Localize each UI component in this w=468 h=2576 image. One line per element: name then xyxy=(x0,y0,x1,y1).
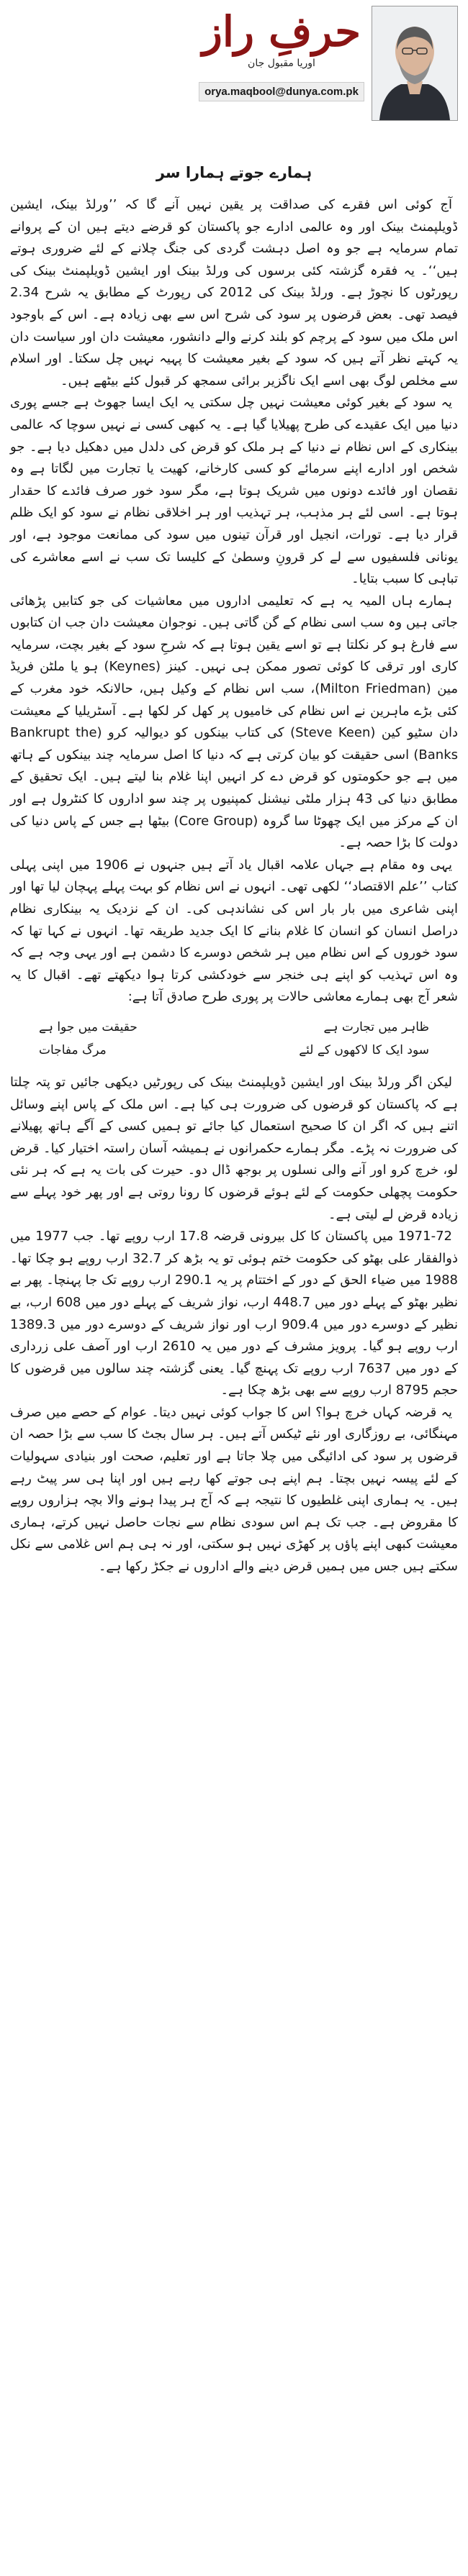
column-logo: حرفِ راز xyxy=(202,7,361,56)
poetry-couplet xyxy=(39,1016,429,1062)
article-headline: ہمارے جوتے ہمارا سر xyxy=(156,164,312,181)
article-paragraph: یہ سود کے بغیر کوئی معیشت نہیں چل سکتی یہ ایک ایسا جھوٹ ہے جسے پوری دنیا میں ایک عقیدے کی طرح پھیلایا گیا ہے۔ یہ کبھی کسی نے نہیں سوچا کہ عالمی بینکاری کے اس نظام نے دنیا کے ہر ملک کو قرض کی دلدل میں دھکیل دیا ہے۔ جو شخص اور ادارے اپنے سرمائے کو کسی کارخانے، کھیت یا تجارت میں لگاتا ہے وہ نقصان اور فائدے دونوں میں شریک ہوتا ہے، مگر سود خور صرف فائدے کا حقدار ہوتا ہے۔ اسی لئے ہر مذہب، ہر تہذیب اور ہر اخلاقی نظام نے سود کو ایک ظلم قرار دیا ہے۔ تورات، انجیل اور قرآن تینوں میں سود کی ممانعت موجود ہے، اور یونانی فلسفیوں سے لے کر قرونِ وسطیٰ کے کلیسا تک سب نے اسے معاشرے کی تباہی کا سبب بتایا۔ xyxy=(10,395,458,587)
verse-half: سود ایک کا لاکھوں کے لئے xyxy=(299,1042,429,1057)
verse-half: ظاہر میں تجارت ہے xyxy=(323,1019,429,1034)
article-paragraph: لیکن اگر ورلڈ بینک اور ایشین ڈویلپمنٹ بینک کی رپورٹیں دیکھی جائیں تو پتہ چلتا ہے کہ پاکستان کو قرضوں کی ضرورت ہی کیا ہے۔ اس ملک کے پاس اپنے وسائل اتنے ہیں کہ اگر ان کا صحیح استعمال کیا جائے تو ہمیں کسی کے آگے ہاتھ پھیلانے کی ضرورت نہ پڑے۔ مگر ہمارے حکمرانوں نے ہمیشہ آسان راستہ اختیار کیا۔ قرض لو، خرچ کرو اور آنے والی نسلوں پر بوجھ ڈال دو۔ حیرت کی بات یہ ہے کہ ہر نئی حکومت پچھلی حکومت کے لئے ہوئے قرضوں کا رونا روتی ہے اور پھر خود پہلے سے زیادہ قرض لے لیتی ہے۔ xyxy=(10,1074,458,1222)
portrait-image xyxy=(372,6,457,120)
author-portrait xyxy=(372,6,458,121)
author-email[interactable]: orya.maqbool@dunya.com.pk xyxy=(199,82,364,101)
article-body xyxy=(10,194,458,1009)
verse-line xyxy=(39,1039,429,1062)
article-paragraph: آج کوئی اس فقرے کی صداقت پر یقین نہیں آنے گا کہ ’’ورلڈ بینک، ایشین ڈویلپمنٹ بینک اور وہ عالمی ادارے جو پاکستان کو قرضے دیتے ہیں ان کے پروانے تمام سرمایہ ہے جو وہ اصل دہشت گردی کی جنگ چلانے کے لئے ضروری ہوتے ہیں‘‘۔ یہ فقرہ گزشتہ کئی برسوں کی ورلڈ بینک اور ایشین ڈویلپمنٹ بینک کی رپورٹوں کا نچوڑ ہے۔ ورلڈ بینک کی 2012 کی رپورٹ کے مطابق یہ شرح 2.34 فیصد تھی۔ بعض قرضوں پر سود کی شرح اس سے بھی زیادہ ہے۔ اس کے باوجود اس ملک میں سود کے پرچم کو بلند کرنے والے دانشور، معیشت دان اور سیاست دان یہ کہتے نظر آتے ہیں کہ سود کے بغیر معیشت کا پہیہ نہیں چل سکتا۔ اور اسلام سے مخلص لوگ بھی اسے ایک ناگزیر برائی سمجھ کر قبول کئے بیٹھے ہیں۔ xyxy=(10,197,458,388)
article-paragraph: 1971-72 میں پاکستان کا کل بیرونی قرضہ 17.8 ارب روپے تھا۔ جب 1977 میں ذوالفقار علی بھٹو کی حکومت ختم ہوئی تو یہ بڑھ کر 32.7 ارب روپے ہو چکا تھا۔ 1988 میں ضیاء الحق کے دور کے اختتام پر یہ 290.1 ارب روپے تک جا پہنچا۔ پھر بے نظیر بھٹو کے پہلے دور میں 448.7 ارب، نواز شریف کے پہلے دور میں 608 ارب، بے نظیر کے دوسرے دور میں 909.4 ارب اور نواز شریف کے دوسرے دور میں 1389.3 ارب روپے ہو گیا۔ پرویز مشرف کے دور میں یہ 2610 ارب اور آصف علی زرداری کے دور میں 7637 ارب روپے تک پہنچ گیا۔ یعنی گزشتہ چند سالوں میں قرضوں کا حجم 8795 ارب روپے سے بھی بڑھ چکا ہے۔ xyxy=(10,1229,459,1398)
verse-line xyxy=(39,1016,429,1039)
column-branding xyxy=(199,9,364,101)
verse-half: مرگ مفاجات xyxy=(39,1042,107,1057)
article-paragraph: ہمارے ہاں المیہ یہ ہے کہ تعلیمی اداروں میں معاشیات کی جو کتابیں پڑھائی جاتی ہیں وہ سب اسی نظام کے گن گاتی ہیں۔ نوجوان معیشت دان جب ان کتابوں سے فارغ ہو کر نکلتا ہے تو اسے یقین ہوتا ہے کہ شرحِ سود کے بغیر بچت، سرمایہ کاری اور ترقی کا کوئی تصور ممکن ہی نہیں۔ کینز (Keynes) ہو یا ملٹن فریڈ مین (Milton Friedman)، سب اس نظام کے وکیل ہیں، حالانکہ خود مغرب کے کئی بڑے ماہرین نے اس نظام کی خامیوں پر کھل کر لکھا ہے۔ آسٹریلیا کے معیشت دان سٹیو کین (Steve Keen) کی کتاب بینکوں کو دیوالیہ کرو (Bankrupt the Banks) اسی حقیقت کو بیان کرتی ہے کہ دنیا کا اصل سرمایہ چند بینکوں کے ہاتھ میں ہے جو حکومتوں کو قرض دے کر انہیں اپنا غلام بنا لیتے ہیں۔ ایک تحقیق کے مطابق دنیا کی 43 ہزار ملٹی نیشنل کمپنیوں پر چند سو اداروں کا کنٹرول ہے اور ان کے مرکز میں ایک چھوٹا سا گروہ (Core Group) بیٹھا ہے جس کے پاس دنیا کی دولت کا بڑا حصہ ہے۔ xyxy=(9,593,459,851)
verse-half: حقیقت میں جوا ہے xyxy=(39,1019,138,1034)
author-name: اوریا مقبول جان xyxy=(248,58,315,69)
article-body-continued xyxy=(10,1072,458,1578)
column-header xyxy=(10,6,458,157)
article-paragraph: یہی وہ مقام ہے جہاں علامہ اقبال یاد آتے ہیں جنہوں نے 1906 میں اپنی پہلی کتاب ’’علم الاقتصاد‘‘ لکھی تھی۔ انہوں نے اس نظام کو بہت پہلے پہچان لیا تھا اور اپنی شاعری میں بار بار اس کی نشاندہی کی۔ ان کے نزدیک یہ بینکاری نظام دراصل انسان کو انسان کا غلام بنانے کا ایک جدید طریقہ تھا۔ انہوں نے کہا تھا کہ سود خوروں کے اس نظام میں ہر شخص دوسرے کا دشمن ہے اور یہی وجہ ہے کہ وہ اس تہذیب کو اپنے ہی خنجر سے خودکشی کرتا ہوا دیکھتے تھے۔ اقبال کا یہ شعر آج بھی ہمارے معاشی حالات پر پوری طرح صادق آتا ہے: xyxy=(10,857,458,1005)
article-paragraph: یہ قرضہ کہاں خرچ ہوا؟ اس کا جواب کوئی نہیں دیتا۔ عوام کے حصے میں صرف مہنگائی، بے روزگاری اور نئے ٹیکس آتے ہیں۔ ہر سال بجٹ کا سب سے بڑا حصہ ان قرضوں پر سود کی ادائیگی میں چلا جاتا ہے اور تعلیم، صحت اور بنیادی سہولیات کے لئے پیسہ نہیں بچتا۔ ہم اپنے ہی جوتے کھا رہے ہیں اور اپنا ہی سر پیٹ رہے ہیں۔ یہ ہماری اپنی غلطیوں کا نتیجہ ہے کہ آج ہر پیدا ہونے والا بچہ ہزاروں روپے کا مقروض ہے۔ جب تک ہم اس سودی نظام سے نجات حاصل نہیں کرتے، ہماری معیشت کبھی اپنے پاؤں پر کھڑی نہیں ہو سکتی، اور نہ ہی ہم اس غلامی سے نکل سکتے ہیں جس میں ہمیں قرض دینے والے اداروں نے جکڑ رکھا ہے۔ xyxy=(10,1404,458,1575)
